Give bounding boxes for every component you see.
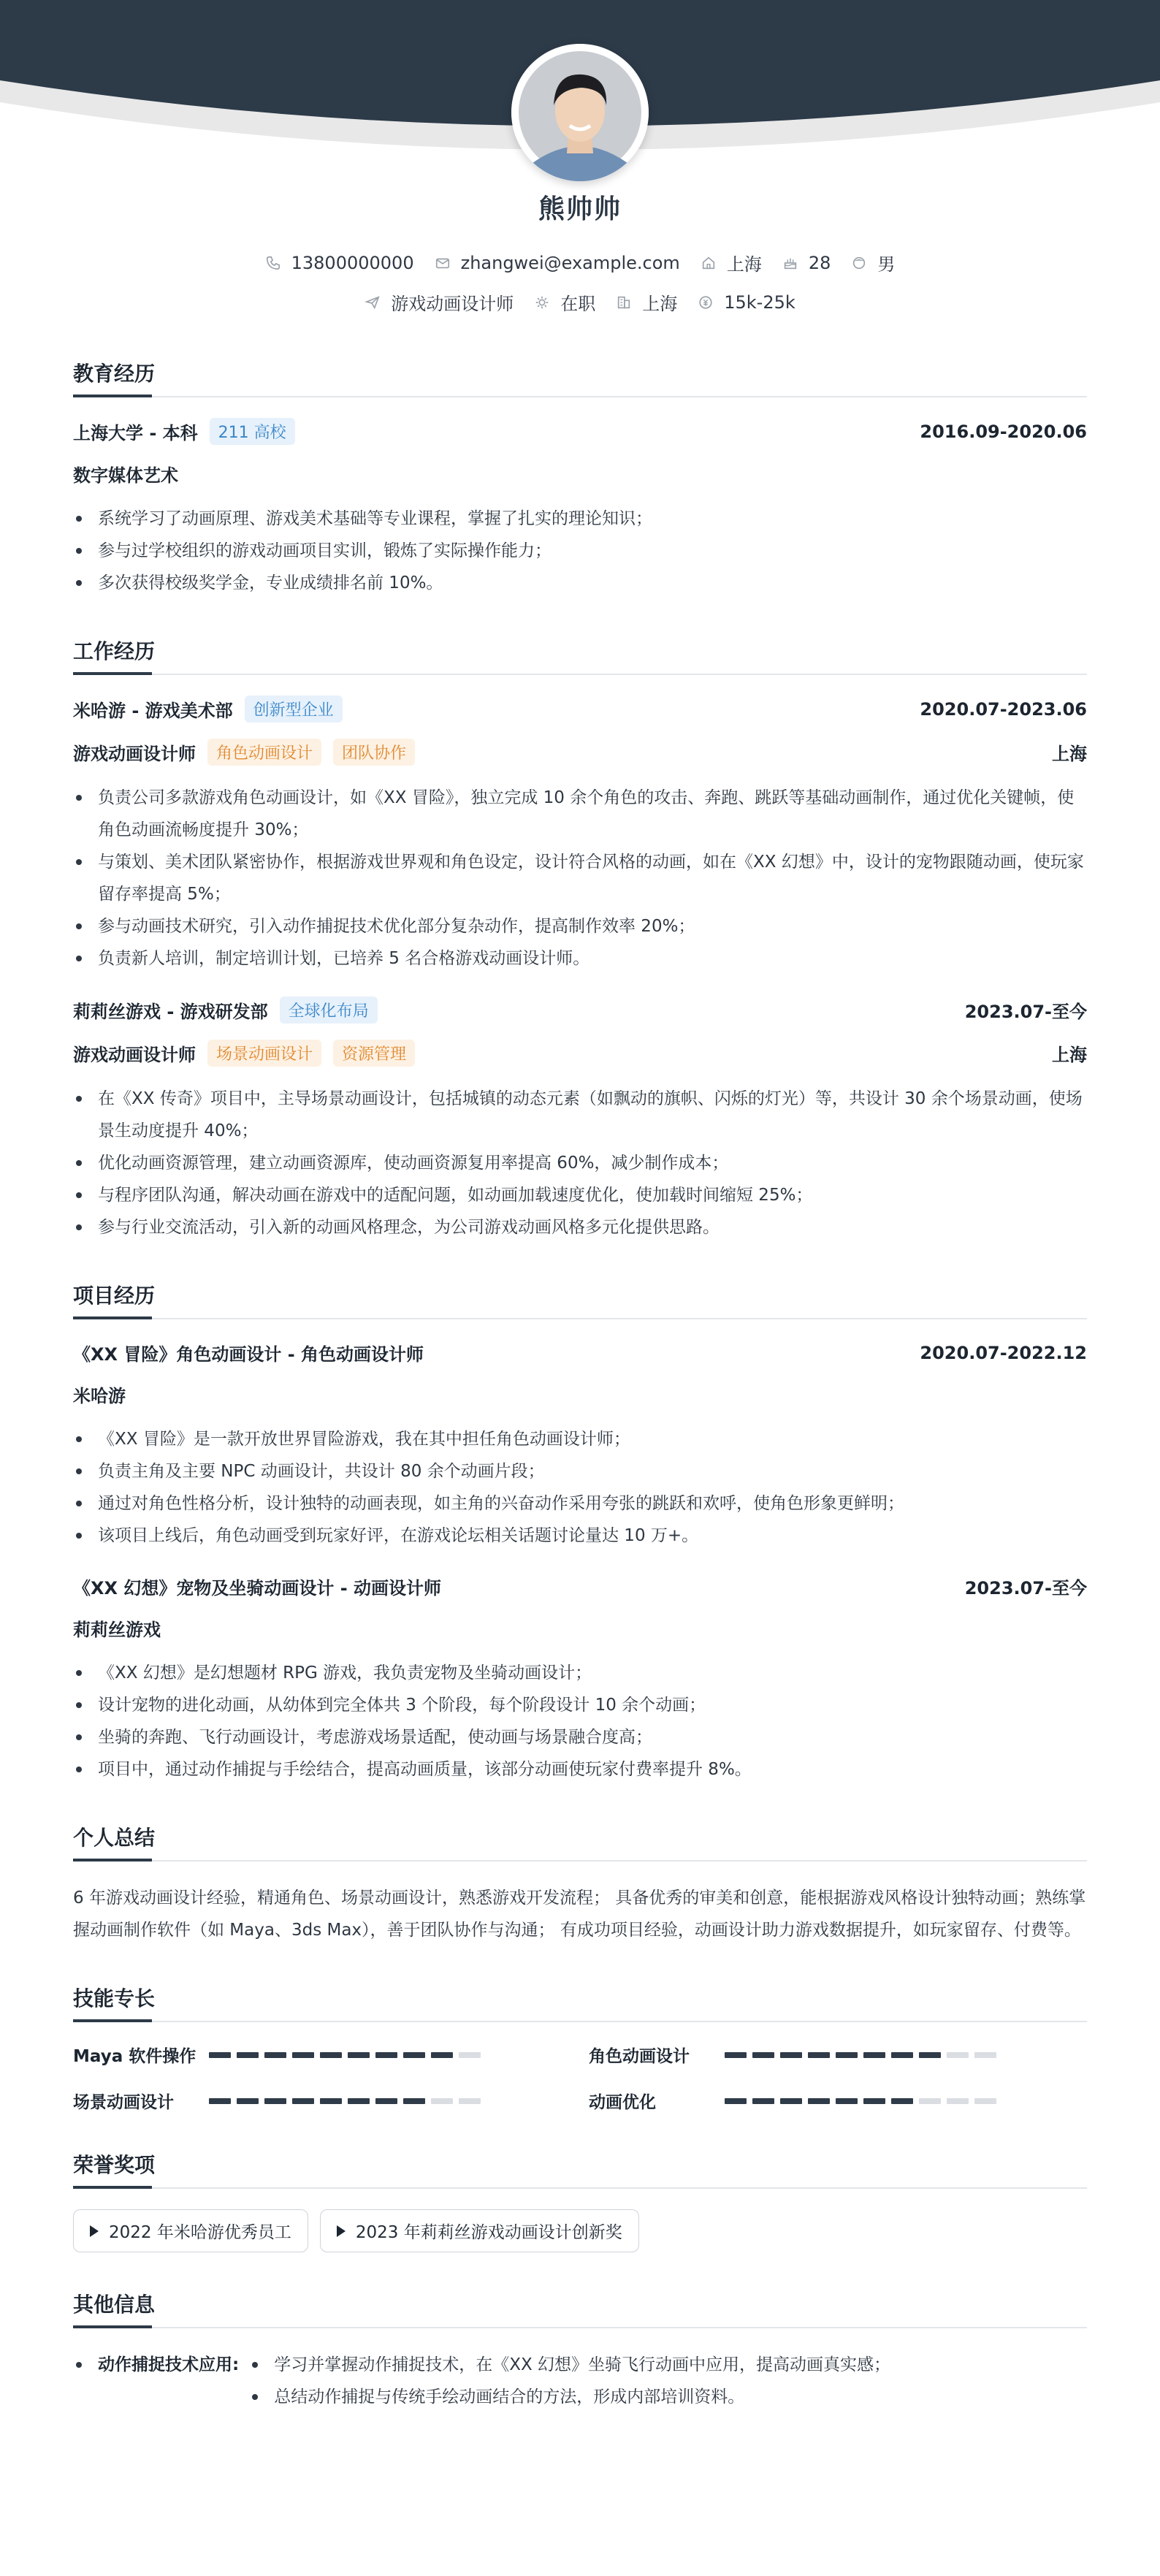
- role-tag: 角色动画设计: [207, 739, 321, 766]
- skill-segment-empty: [974, 2098, 996, 2104]
- skill-segment-filled: [836, 2052, 858, 2058]
- skill-level-bar: [209, 2052, 486, 2058]
- project-period: 2023.07-至今: [964, 1578, 1087, 1598]
- work-role-line: [73, 739, 1087, 766]
- list-item: 负责主角及主要 NPC 动画设计，共设计 80 余个动画片段；: [73, 1455, 1087, 1487]
- skill-segment-filled: [725, 2098, 747, 2104]
- education-major-line: [73, 461, 1087, 487]
- skill-segment-filled: [237, 2098, 259, 2104]
- skill-segment-filled: [808, 2098, 830, 2104]
- skill-name: 场景动画设计: [73, 2093, 174, 2112]
- skill-segment-filled: [863, 2098, 885, 2104]
- role-tag: 场景动画设计: [207, 1040, 321, 1067]
- age-text: 28: [808, 252, 831, 273]
- skill-level-bar: [725, 2052, 1002, 2058]
- project-company: 莉莉丝游戏: [73, 1620, 161, 1640]
- candidate-name: 熊帅帅: [538, 194, 622, 224]
- skill-segment-filled: [891, 2052, 913, 2058]
- project-name: 《XX 幻想》宠物及坐骑动画设计 - 动画设计师: [73, 1578, 442, 1598]
- status-text: 在职: [560, 294, 596, 314]
- position-item: [365, 289, 514, 315]
- skill-segment-filled: [780, 2052, 802, 2058]
- salary-text: 15k-25k: [724, 291, 795, 313]
- education-title: 教育经历: [73, 358, 1087, 397]
- other-label: [73, 2349, 239, 2413]
- bullet-dot: [76, 2362, 82, 2368]
- email-item: [435, 253, 680, 273]
- skill-segment-filled: [752, 2052, 774, 2058]
- skill-segment-filled: [375, 2052, 397, 2058]
- city-text: 上海: [642, 294, 678, 314]
- work-bullets: [73, 1083, 1087, 1243]
- skill-segment-filled: [375, 2098, 397, 2104]
- other-item: [73, 2349, 1087, 2413]
- location-item: [701, 250, 762, 275]
- award-item: [73, 2209, 308, 2252]
- skill-item: [589, 2089, 1087, 2113]
- list-item: 坐骑的奔跑、飞行动画设计，考虑游戏场景适配，使动画与场景融合度高；: [73, 1721, 1087, 1753]
- projects-title: 项目经历: [73, 1280, 1087, 1319]
- avatar-photo-icon: [511, 44, 649, 181]
- work-bullets: [73, 782, 1087, 975]
- work-period: 2023.07-至今: [964, 1002, 1087, 1022]
- skill-segment-empty: [974, 2052, 996, 2058]
- project-period: 2020.07-2022.12: [920, 1342, 1087, 1363]
- school-name: 上海大学 - 本科: [73, 423, 198, 443]
- skill-segment-filled: [264, 2098, 286, 2104]
- list-item: 负责新人培训，制定培训计划，已培养 5 名合格游戏动画设计师。: [73, 942, 1087, 975]
- resume-content: [73, 358, 1087, 2450]
- status-item: [534, 289, 595, 315]
- education-section: [73, 358, 1087, 599]
- project-bullets: [73, 1423, 1087, 1552]
- company-tag: 创新型企业: [245, 696, 343, 723]
- company-tag: 全球化布局: [280, 997, 378, 1024]
- skills-title: 技能专长: [73, 1983, 1087, 2022]
- skill-segment-empty: [431, 2098, 453, 2104]
- skill-segment-filled: [209, 2098, 231, 2104]
- skill-item: [589, 2043, 1087, 2067]
- location-text: 上海: [726, 254, 762, 275]
- project-entry-head: [73, 1574, 1087, 1599]
- list-item: 优化动画资源管理，建立动画资源库，使动画资源复用率提高 60%，减少制作成本；: [73, 1147, 1087, 1179]
- skill-item: [73, 2043, 589, 2067]
- gender-text: 男: [877, 254, 896, 275]
- phone-icon: [265, 255, 281, 271]
- skill-segment-filled: [725, 2052, 747, 2058]
- job-intent-row: [0, 289, 1160, 315]
- skill-segment-filled: [891, 2098, 913, 2104]
- summary-text: 6 年游戏动画设计经验，精通角色、场景动画设计，熟悉游戏开发流程； 具备优秀的审美和创意，能根据游戏风格设计独特动画；熟练掌握动画制作软件（如 Maya、3ds Max），善于团队协作与沟通； 有成功项目经验，动画设计助力游戏数据提升，如玩家留存、付费等。: [73, 1889, 1086, 1940]
- work-city: 上海: [1052, 744, 1087, 764]
- skill-segment-filled: [919, 2052, 941, 2058]
- education-entry-head: [73, 418, 1087, 445]
- award-text: 2023 年莉莉丝游戏动画设计创新奖: [355, 2223, 622, 2242]
- list-item: 《XX 冒险》是一款开放世界冒险游戏，我在其中担任角色动画设计师；: [73, 1423, 1087, 1455]
- list-item: 负责公司多款游戏角色动画设计，如《XX 冒险》，独立完成 10 余个角色的攻击、奔跑、跳跃等基础动画制作，通过优化关键帧，使角色动画流畅度提升 30%；: [73, 782, 1087, 846]
- role-tag: 资源管理: [333, 1040, 415, 1067]
- skill-segment-filled: [808, 2052, 830, 2058]
- play-icon: [90, 2225, 99, 2237]
- salary-item: [698, 292, 795, 313]
- skill-segment-filled: [320, 2052, 342, 2058]
- education-bullets: [73, 503, 1087, 599]
- send-icon: [365, 294, 381, 310]
- project-entry-head: [73, 1340, 1087, 1365]
- education-major: 数字媒体艺术: [73, 465, 178, 486]
- school-tag: 211 高校: [210, 418, 295, 445]
- age-item: [782, 253, 831, 273]
- skill-item: [73, 2089, 589, 2113]
- list-item: 《XX 幻想》是幻想题材 RPG 游戏，我负责宠物及坐骑动画设计；: [73, 1657, 1087, 1689]
- list-item: 参与过学校组织的游戏动画项目实训，锻炼了实际操作能力；: [73, 535, 1087, 567]
- gear-icon: [534, 294, 550, 310]
- project-company: 米哈游: [73, 1386, 126, 1406]
- phone-text: 13800000000: [291, 252, 414, 273]
- skill-segment-filled: [863, 2052, 885, 2058]
- project-bullets: [73, 1657, 1087, 1786]
- skill-segment-filled: [403, 2098, 425, 2104]
- list-item: 在《XX 传奇》项目中，主导场景动画设计，包括城镇的动态元素（如飘动的旗帜、闪烁的灯光）等，共设计 30 余个场景动画，使场景生动度提升 40%；: [73, 1083, 1087, 1147]
- list-item: 参与行业交流活动，引入新的动画风格理念，为公司游戏动画风格多元化提供思路。: [73, 1211, 1087, 1243]
- awards-list: [73, 2209, 1087, 2252]
- skill-segment-filled: [403, 2052, 425, 2058]
- work-city: 上海: [1052, 1045, 1087, 1065]
- skill-segment-filled: [348, 2098, 370, 2104]
- award-text: 2022 年米哈游优秀员工: [109, 2223, 291, 2242]
- summary-section: [73, 1822, 1087, 1946]
- cake-icon: [782, 255, 798, 271]
- list-item: 与程序团队沟通，解决动画在游戏中的适配问题，如动画加载速度优化，使加载时间缩短 25%；: [73, 1179, 1087, 1211]
- list-item: 多次获得校级奖学金，专业成绩排名前 10%。: [73, 567, 1087, 599]
- skill-segment-filled: [780, 2098, 802, 2104]
- skill-segment-filled: [752, 2098, 774, 2104]
- skill-name: 角色动画设计: [589, 2047, 690, 2066]
- skill-name: 动画优化: [589, 2093, 656, 2112]
- skill-segment-filled: [292, 2052, 314, 2058]
- list-item: 该项目上线后，角色动画受到玩家好评，在游戏论坛相关话题讨论量达 10 万+。: [73, 1520, 1087, 1552]
- work-section: [73, 636, 1087, 1243]
- salary-icon: [698, 294, 714, 310]
- summary-title: 个人总结: [73, 1822, 1087, 1861]
- role-tag: 团队协作: [333, 739, 415, 766]
- skill-segment-empty: [459, 2052, 481, 2058]
- gender-icon: [851, 255, 867, 271]
- award-item: [320, 2209, 639, 2252]
- work-role: 游戏动画设计师: [73, 1045, 196, 1065]
- city-item: [616, 289, 677, 315]
- other-title: 其他信息: [73, 2289, 1087, 2328]
- list-item: 参与动画技术研究，引入动作捕捉技术优化部分复杂动作，提高制作效率 20%；: [73, 910, 1087, 942]
- projects-section: [73, 1280, 1087, 1786]
- skill-segment-filled: [264, 2052, 286, 2058]
- skill-segment-filled: [836, 2098, 858, 2104]
- skill-segment-filled: [320, 2098, 342, 2104]
- work-title: 工作经历: [73, 636, 1087, 675]
- skill-segment-filled: [348, 2052, 370, 2058]
- project-name: 《XX 冒险》角色动画设计 - 角色动画设计师: [73, 1344, 424, 1365]
- skill-level-bar: [209, 2098, 486, 2104]
- mail-icon: [435, 255, 451, 271]
- skill-segment-filled: [431, 2052, 453, 2058]
- list-item: 与策划、美术团队紧密协作，根据游戏世界观和角色设定，设计符合风格的动画，如在《XX 幻想》中，设计的宠物跟随动画，使玩家留存率提高 5%；: [73, 846, 1087, 910]
- skill-segment-empty: [459, 2098, 481, 2104]
- list-item: 学习并掌握动作捕捉技术，在《XX 幻想》坐骑飞行动画中应用，提高动画真实感；: [249, 2349, 890, 2381]
- phone-item: [265, 253, 414, 273]
- position-text: 游戏动画设计师: [391, 294, 514, 314]
- contact-row: [0, 250, 1160, 275]
- project-company-line: [73, 1382, 1087, 1407]
- skill-name: Maya 软件操作: [73, 2047, 196, 2066]
- other-section: [73, 2289, 1087, 2413]
- home-icon: [701, 255, 717, 271]
- list-item: 项目中，通过动作捕捉与手绘结合，提高动画质量，该部分动画使玩家付费率提升 8%。: [73, 1753, 1087, 1786]
- skill-segment-filled: [292, 2098, 314, 2104]
- skills-grid: [73, 2043, 1087, 2113]
- work-entry-head: [73, 997, 1087, 1024]
- work-role-line: [73, 1040, 1087, 1067]
- play-icon: [337, 2225, 346, 2237]
- email-text: zhangwei@example.com: [460, 252, 680, 273]
- list-item: 设计宠物的进化动画，从幼体到完全体共 3 个阶段，每个阶段设计 10 余个动画；: [73, 1689, 1087, 1721]
- building-icon: [616, 294, 632, 310]
- awards-title: 荣誉奖项: [73, 2149, 1087, 2189]
- other-label-text: 动作捕捉技术应用:: [98, 2355, 240, 2374]
- company-name: 莉莉丝游戏 - 游戏研发部: [73, 1002, 268, 1022]
- skill-segment-empty: [947, 2098, 969, 2104]
- work-period: 2020.07-2023.06: [920, 698, 1087, 720]
- skills-section: [73, 1983, 1087, 2113]
- company-name: 米哈游 - 游戏美术部: [73, 701, 233, 721]
- avatar: [511, 44, 649, 181]
- awards-section: [73, 2149, 1087, 2252]
- gender-item: [851, 250, 895, 275]
- list-item: 通过对角色性格分析，设计独特的动画表现，如主角的兴奋动作采用夸张的跳跃和欢呼，使角色形象更鲜明；: [73, 1487, 1087, 1520]
- skill-segment-filled: [209, 2052, 231, 2058]
- skill-level-bar: [725, 2098, 1002, 2104]
- project-company-line: [73, 1615, 1087, 1641]
- skill-segment-filled: [237, 2052, 259, 2058]
- list-item: 总结动作捕捉与传统手绘动画结合的方法，形成内部培训资料。: [249, 2381, 890, 2413]
- work-role: 游戏动画设计师: [73, 744, 196, 764]
- skill-segment-empty: [947, 2052, 969, 2058]
- education-period: 2016.09-2020.06: [920, 421, 1087, 442]
- other-bullets: [249, 2349, 890, 2413]
- skill-segment-empty: [919, 2098, 941, 2104]
- list-item: 系统学习了动画原理、游戏美术基础等专业课程，掌握了扎实的理论知识；: [73, 503, 1087, 535]
- work-entry-head: [73, 696, 1087, 723]
